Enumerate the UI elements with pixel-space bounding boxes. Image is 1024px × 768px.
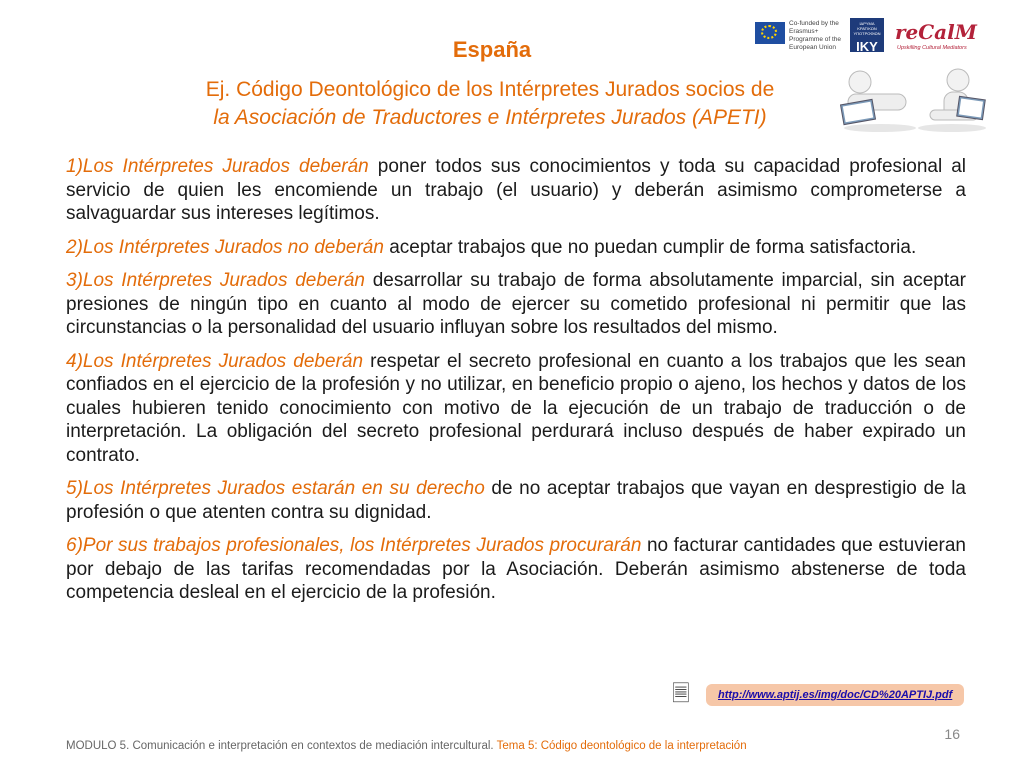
page-number: 16 [944, 726, 960, 742]
article-lead: 1)Los Intérpretes Jurados deberán [66, 156, 369, 177]
article-lead: 6)Por sus trabajos profesionales, los Intérpretes Jurados procurarán [66, 535, 642, 556]
eu-cofunded-text: Co-funded by the Erasmus+ Programme of the European Union [789, 20, 842, 51]
article-lead: 5)Los Intérpretes Jurados estarán en su derecho [66, 478, 485, 499]
article-paragraph [66, 350, 966, 468]
recalm-tagline: Upskilling Cultural Mediators [897, 45, 967, 51]
article-text: de no aceptar trabajos que vayan en desprestigio de la profesión o que atenten contra su dignidad. [66, 478, 966, 523]
article-lead: 3)Los Intérpretes Jurados deberán [66, 270, 365, 291]
article-paragraph [66, 477, 966, 524]
article-paragraph [66, 155, 966, 226]
article-lead: 4)Los Intérpretes Jurados deberán [66, 350, 364, 372]
article-paragraph [66, 236, 966, 260]
iky-small-text: ΙΔΡΥΜΑ ΚΡΑΤΙΚΩΝ ΥΠΟΤΡΟΦΙΩΝ [853, 21, 881, 36]
article-lead: 2)Los Intérpretes Jurados no deberán [66, 236, 384, 258]
code-articles [66, 155, 966, 615]
document-icon: 🗏 [672, 681, 690, 706]
article-text: desarrollar su trabajo de forma absolutamente imparcial, sin aceptar presiones de ningún tipo en cuanto al modo de ejercer su cometido profesional ni permitir que las circunstancias o la personalidad del usuario influyan sobre los resultados del mismo. [66, 270, 966, 338]
article-paragraph [66, 534, 966, 605]
article-paragraph [66, 269, 966, 340]
slide-subtitle [150, 76, 830, 132]
source-link-box [706, 684, 964, 706]
recalm-logo: reCalM [895, 20, 977, 44]
footer-topic: Tema 5: Código deontológico de la interpretación [496, 740, 747, 752]
article-text: respetar el secreto profesional en cuanto a los trabajos que les sean confiados en el ejercicio de la profesión y no utilizar, en beneficio propio o ajeno, los hechos y datos de los cuales hubieren tenido conocimiento con motivo de la ejecución de un trabajo de traducción o de interpretación. La obligación del secreto profesional perdurará incluso después de haber expirado un contrato. [66, 350, 966, 466]
source-link[interactable]: http://www.aptij.es/img/doc/CD%20APTIJ.pdf [718, 689, 953, 701]
article-text: aceptar trabajos que no puedan cumplir de forma satisfactoria. [383, 236, 917, 258]
iky-text: IKY [856, 39, 878, 54]
article-text: no facturar cantidades que estuvieran por debajo de las tarifas recomendadas por la Asociación. Deberán asimismo abstenerse de toda competencia desleal en el ejercicio de la profesión. [66, 535, 966, 603]
article-text: poner todos sus conocimientos y toda su capacidad profesional al servicio de quien les encomiende un trabajo (el usuario) y deberán asimismo comprometerse a salvaguardar sus intereses legítimos. [66, 156, 966, 224]
subtitle-line-2: la Asociación de Traductores e Intérpretes Jurados (APETI) [213, 106, 767, 129]
reading-figures-illustration [840, 62, 990, 134]
footer-module: MODULO 5. Comunicación e interpretación en contextos de mediación intercultural. [66, 740, 497, 752]
subtitle-line-1: Ej. Código Deontológico de los Intérpretes Jurados socios de [205, 78, 775, 101]
footer [66, 740, 747, 752]
slide-title: España [452, 37, 532, 62]
